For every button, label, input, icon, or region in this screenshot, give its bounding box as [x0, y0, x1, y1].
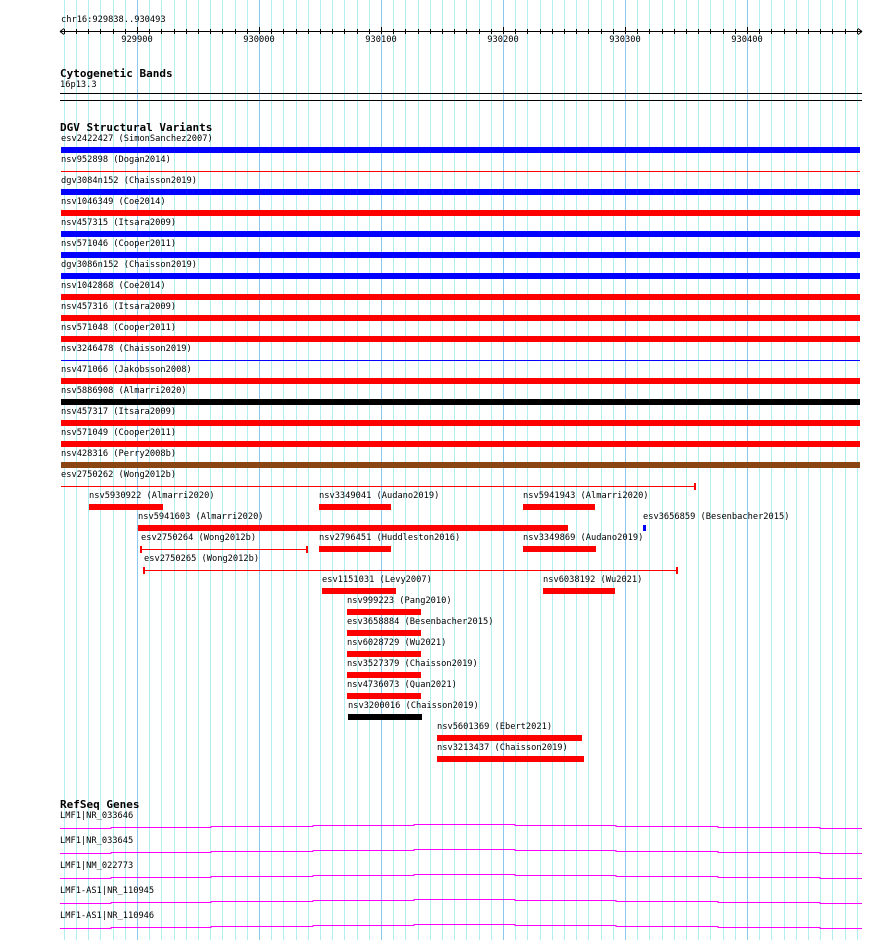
feature-glyph[interactable]: [437, 735, 582, 741]
feature-label[interactable]: nsv5941943 (Almarri2020): [523, 491, 649, 501]
gene-model[interactable]: [0, 922, 890, 934]
cytoband-line[interactable]: [60, 93, 862, 94]
feature-label[interactable]: nsv428316 (Perry2008b): [61, 449, 177, 459]
gene-label[interactable]: LMF1-AS1|NR_110945: [60, 886, 155, 896]
feature-glyph[interactable]: [61, 360, 860, 361]
feature-glyph[interactable]: [437, 756, 584, 762]
gene-intron-line: [60, 900, 862, 904]
tick-label: 930200: [487, 35, 519, 45]
feature-label[interactable]: nsv6028729 (Wu2021): [347, 638, 447, 648]
tick-label: 930100: [365, 35, 397, 45]
feature-glyph[interactable]: [61, 294, 860, 300]
feature-glyph[interactable]: [348, 714, 422, 720]
feature-glyph[interactable]: [61, 171, 860, 172]
feature-label[interactable]: esv2750262 (Wong2012b): [61, 470, 177, 480]
cytobands-title: Cytogenetic Bands: [60, 67, 173, 80]
gene-intron-line: [60, 825, 862, 829]
feature-label[interactable]: nsv3349041 (Audano2019): [319, 491, 440, 501]
feature-glyph[interactable]: [319, 546, 391, 552]
feature-label[interactable]: nsv5886908 (Almarri2020): [61, 386, 187, 396]
feature-glyph[interactable]: [543, 588, 615, 594]
feature-label[interactable]: nsv571048 (Cooper2011): [61, 323, 177, 333]
gene-label[interactable]: LMF1|NM_022773: [60, 861, 134, 871]
gene-model[interactable]: [0, 847, 890, 859]
gene-intron-line: [60, 850, 862, 854]
feature-glyph[interactable]: [643, 525, 646, 531]
feature-label[interactable]: nsv2796451 (Huddleston2016): [319, 533, 461, 543]
feature-label[interactable]: nsv4736073 (Quan2021): [347, 680, 457, 690]
tick-label: 930400: [731, 35, 763, 45]
feature-glyph[interactable]: [322, 588, 396, 594]
gene-intron-line: [60, 875, 862, 879]
feature-glyph[interactable]: [347, 693, 421, 699]
feature-glyph[interactable]: [61, 399, 860, 405]
feature-label[interactable]: nsv571046 (Cooper2011): [61, 239, 177, 249]
feature-glyph[interactable]: [61, 462, 860, 468]
feature-glyph[interactable]: [61, 486, 695, 487]
feature-glyph[interactable]: [523, 504, 595, 510]
cytoband-label: 16p13.3: [60, 80, 97, 90]
feature-glyph[interactable]: [61, 441, 860, 447]
dgv-title: DGV Structural Variants: [60, 121, 213, 134]
feature-glyph[interactable]: [61, 336, 860, 342]
feature-glyph[interactable]: [523, 546, 596, 552]
feature-label[interactable]: nsv5941603 (Almarri2020): [138, 512, 264, 522]
gene-model[interactable]: [0, 897, 890, 909]
feature-end-cap: [140, 546, 142, 553]
feature-label[interactable]: nsv457315 (Itsara2009): [61, 218, 177, 228]
tick-label: 930000: [243, 35, 275, 45]
gene-label[interactable]: LMF1|NR_033646: [60, 811, 134, 821]
feature-label[interactable]: nsv3527379 (Chaisson2019): [347, 659, 478, 669]
feature-glyph[interactable]: [61, 231, 860, 237]
feature-glyph[interactable]: [61, 273, 860, 279]
feature-label[interactable]: nsv571049 (Cooper2011): [61, 428, 177, 438]
feature-label[interactable]: nsv471066 (Jakobsson2008): [61, 365, 192, 375]
feature-label[interactable]: nsv1046349 (Coe2014): [61, 197, 166, 207]
cytoband-divider: [60, 100, 862, 101]
feature-label[interactable]: nsv1042868 (Coe2014): [61, 281, 166, 291]
gene-model[interactable]: [0, 822, 890, 834]
feature-end-cap: [676, 567, 678, 574]
tick-label: 930300: [609, 35, 641, 45]
feature-label[interactable]: nsv6038192 (Wu2021): [543, 575, 643, 585]
feature-glyph[interactable]: [89, 504, 163, 510]
gene-label[interactable]: LMF1-AS1|NR_110946: [60, 911, 155, 921]
feature-glyph[interactable]: [144, 570, 677, 571]
feature-glyph[interactable]: [347, 609, 421, 615]
feature-label[interactable]: esv3658884 (Besenbacher2015): [347, 617, 494, 627]
feature-glyph[interactable]: [61, 315, 860, 321]
feature-label[interactable]: nsv3213437 (Chaisson2019): [437, 743, 568, 753]
feature-glyph[interactable]: [61, 378, 860, 384]
feature-glyph[interactable]: [61, 252, 860, 258]
feature-glyph[interactable]: [138, 525, 568, 531]
feature-glyph[interactable]: [61, 210, 860, 216]
location-label: chr16:929838..930493: [61, 15, 166, 25]
feature-end-cap: [306, 546, 308, 553]
feature-label[interactable]: nsv457316 (Itsara2009): [61, 302, 177, 312]
feature-glyph[interactable]: [319, 504, 391, 510]
feature-glyph[interactable]: [347, 651, 421, 657]
feature-label[interactable]: nsv3349869 (Audano2019): [523, 533, 644, 543]
feature-label[interactable]: esv1151031 (Levy2007): [322, 575, 432, 585]
feature-glyph[interactable]: [61, 147, 860, 153]
feature-glyph[interactable]: [347, 672, 421, 678]
gene-intron-line: [60, 925, 862, 929]
feature-glyph[interactable]: [61, 189, 860, 195]
feature-end-cap: [143, 567, 145, 574]
gene-model[interactable]: [0, 872, 890, 884]
refseq-title: RefSeq Genes: [60, 798, 140, 811]
feature-label[interactable]: esv3656859 (Besenbacher2015): [643, 512, 790, 522]
feature-label[interactable]: esv2422427 (SimonSanchez2007): [61, 134, 213, 144]
feature-label[interactable]: nsv5930922 (Almarri2020): [89, 491, 215, 501]
feature-glyph[interactable]: [347, 630, 421, 636]
feature-glyph[interactable]: [61, 420, 860, 426]
feature-end-cap: [694, 483, 696, 490]
feature-label[interactable]: esv2750264 (Wong2012b): [141, 533, 257, 543]
feature-label[interactable]: nsv999223 (Pang2010): [347, 596, 452, 606]
gene-label[interactable]: LMF1|NR_033645: [60, 836, 134, 846]
feature-label[interactable]: nsv5601369 (Ebert2021): [437, 722, 553, 732]
feature-label[interactable]: esv2750265 (Wong2012b): [144, 554, 260, 564]
feature-label[interactable]: nsv457317 (Itsara2009): [61, 407, 177, 417]
feature-glyph[interactable]: [141, 549, 307, 550]
feature-label[interactable]: nsv952898 (Dogan2014): [61, 155, 171, 165]
feature-label[interactable]: nsv3200016 (Chaisson2019): [348, 701, 479, 711]
feature-label[interactable]: nsv3246478 (Chaisson2019): [61, 344, 192, 354]
tick-label: 929900: [121, 35, 153, 45]
feature-label[interactable]: dgv3084n152 (Chaisson2019): [61, 176, 197, 186]
feature-label[interactable]: dgv3086n152 (Chaisson2019): [61, 260, 197, 270]
